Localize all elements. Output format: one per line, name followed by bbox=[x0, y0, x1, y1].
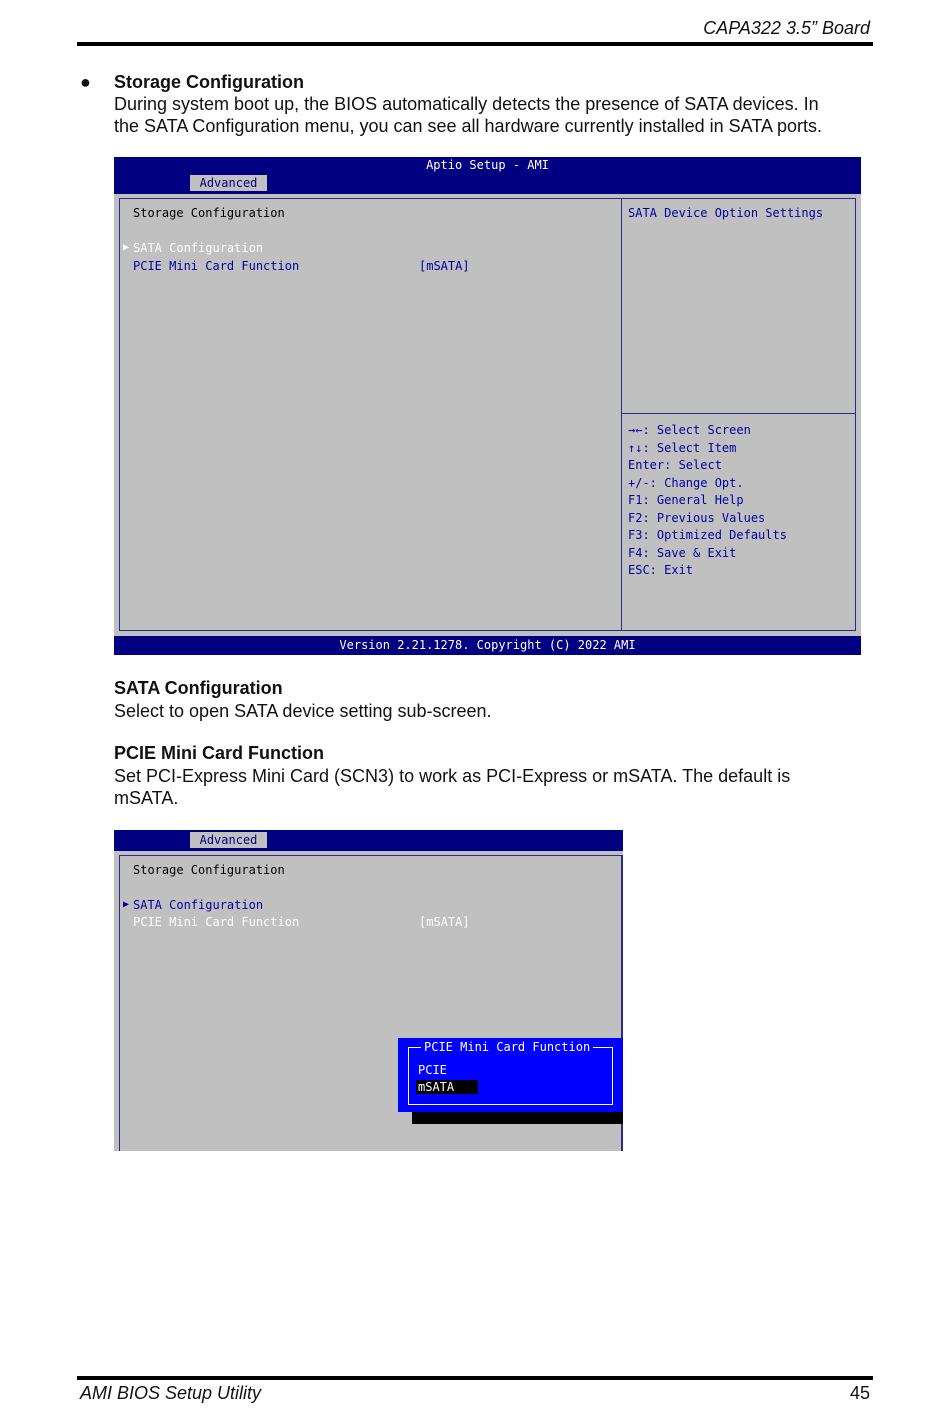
page-title: Storage Configuration bbox=[133, 206, 285, 220]
key-help-f3: F3: Optimized Defaults bbox=[628, 528, 787, 542]
bullet-icon: ● bbox=[80, 72, 91, 92]
bios-version-bar bbox=[114, 636, 861, 655]
sata-config-text: Select to open SATA device setting sub-screen. bbox=[114, 701, 492, 721]
storage-config-heading: Storage Configuration bbox=[114, 72, 304, 92]
key-help-f4: F4: Save & Exit bbox=[628, 546, 737, 560]
key-help-enter: Enter: Select bbox=[628, 458, 722, 472]
tab-advanced[interactable]: Advanced bbox=[190, 832, 267, 848]
tab-advanced[interactable]: Advanced bbox=[190, 175, 267, 191]
popup-shadow bbox=[412, 1112, 623, 1124]
pcie-mini-card-line-1: Set PCI-Express Mini Card (SCN3) to work as PCI-Express or mSATA. The default is bbox=[114, 766, 791, 786]
bios-title-bar bbox=[114, 157, 861, 194]
page-number: 45 bbox=[849, 1383, 870, 1403]
intro-line-1: During system boot up, the BIOS automatically detects the presence of SATA devices. In bbox=[114, 94, 819, 114]
submenu-arrow-icon: ▶ bbox=[123, 899, 130, 910]
key-help-f2: F2: Previous Values bbox=[628, 511, 766, 525]
popup-option-pcie[interactable]: PCIE bbox=[418, 1063, 447, 1077]
help-title: SATA Device Option Settings bbox=[628, 206, 824, 220]
pcie-mini-card-value[interactable]: [mSATA] bbox=[419, 915, 470, 929]
menu-item-sata-configuration[interactable]: SATA Configuration bbox=[133, 241, 264, 255]
header-rule bbox=[77, 42, 873, 46]
key-help-f1: F1: General Help bbox=[628, 493, 744, 507]
bios-version: Version 2.21.1278. Copyright (C) 2022 AMI bbox=[339, 638, 636, 652]
pcie-mini-card-value[interactable]: [mSATA] bbox=[419, 259, 470, 273]
menu-item-pcie-mini-card[interactable]: PCIE Mini Card Function bbox=[133, 259, 300, 273]
pcie-mini-card-line-2: mSATA. bbox=[114, 788, 179, 808]
popup-title: PCIE Mini Card Function bbox=[421, 1040, 593, 1054]
key-help-change-opt: +/-: Change Opt. bbox=[628, 476, 744, 490]
footer-section-title: AMI BIOS Setup Utility bbox=[80, 1383, 262, 1403]
key-help-select-item: ↑↓: Select Item bbox=[628, 441, 737, 455]
document-header-title: CAPA322 3.5” Board bbox=[703, 18, 870, 38]
sata-config-heading: SATA Configuration bbox=[114, 678, 283, 698]
page-title: Storage Configuration bbox=[133, 863, 285, 877]
submenu-arrow-icon: ▶ bbox=[123, 242, 130, 253]
bios-screen-2 bbox=[114, 830, 623, 1151]
pcie-mini-card-popup bbox=[398, 1038, 623, 1112]
intro-line-2: the SATA Configuration menu, you can see all hardware currently installed in SATA ports. bbox=[114, 116, 823, 136]
menu-item-sata-configuration[interactable]: SATA Configuration bbox=[133, 898, 264, 912]
pcie-mini-card-heading: PCIE Mini Card Function bbox=[114, 743, 324, 763]
bios-divider bbox=[621, 198, 622, 631]
bios-tab-bar bbox=[114, 830, 623, 851]
popup-option-msata-selected[interactable]: mSATA bbox=[416, 1080, 478, 1094]
bios-title: Aptio Setup - AMI bbox=[426, 158, 549, 172]
footer-rule bbox=[77, 1376, 873, 1380]
help-divider bbox=[621, 413, 856, 414]
menu-item-pcie-mini-card[interactable]: PCIE Mini Card Function bbox=[133, 915, 300, 929]
bios-screen-1 bbox=[114, 157, 861, 655]
key-help-esc: ESC: Exit bbox=[628, 563, 694, 577]
key-help-select-screen: →←: Select Screen bbox=[628, 423, 751, 437]
